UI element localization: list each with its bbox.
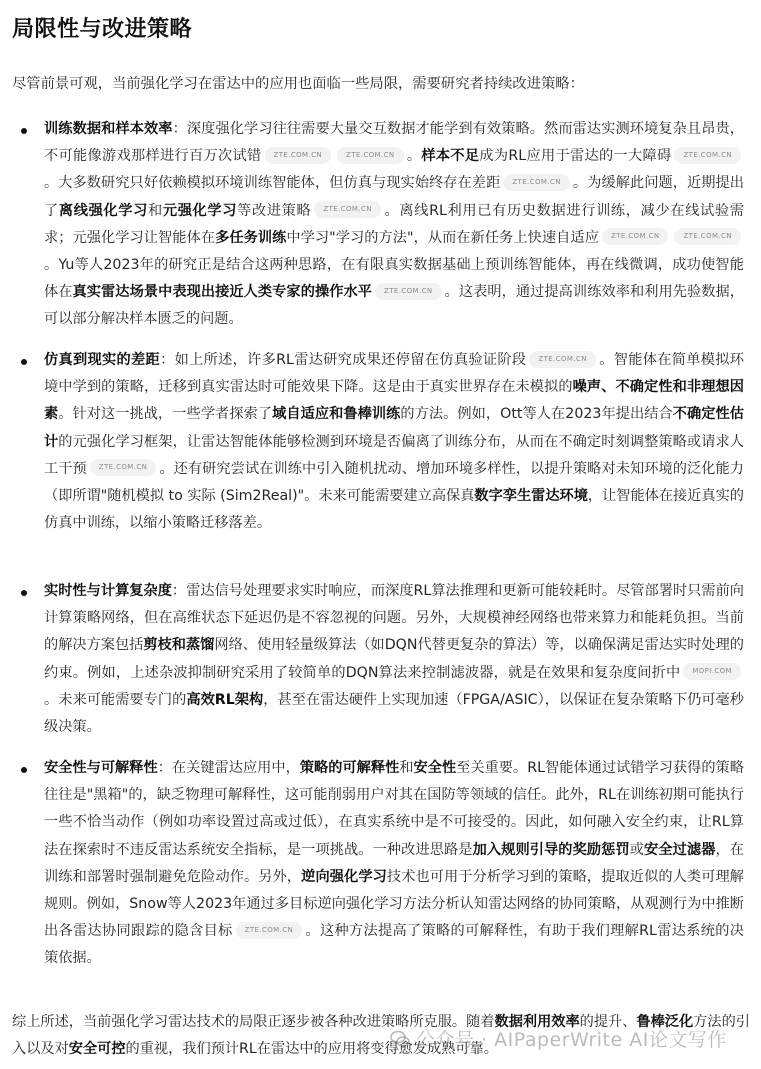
list-item-text: 仿真到现实的差距：如上所述，许多RL雷达研究成果还停留在仿真验证阶段 ZTE.COM.CN 。智能体在简单模拟环境中学到的策略，迁移到真实雷达时可能效果下降。这是由于真实世界存在未模拟的噪声、不确定性和非理想因素。针对这一挑战，一些学者探索了域自适应和鲁棒训练的方法。例如，Ott等人在2023年提出结合不确定性估计的元强化学习框架，让雷达智能体能够检测到环境是否偏离了训练分布，从而在不确定时刻调整策略或请求人工干预 ZTE.COM.CN 。还有研究尝试在训练中引入随机扰动、增加环境多样性，以提升策略对未知环境的泛化能力（即所谓"随机模拟 to 实际 (Sim2Real)"。未来可能需要建立高保真数字孪生雷达环境，让智能体在接近真实的仿真中训练，以缩小策略迁移落差。: [44, 352, 744, 532]
watermark: 公众号 · AIPaperWrite AI论文写作: [390, 1025, 727, 1052]
intro-paragraph: 尽管前景可观，当前强化学习在雷达中的应用也面临一些局限，需要研究者持续改进策略：: [12, 76, 584, 92]
list-item-realtime: [20, 578, 744, 741]
list-item-training-data: [20, 116, 744, 334]
item-heading: 训练数据和样本效率: [44, 121, 173, 137]
citation-chip[interactable]: ZTE.COM.CN: [265, 147, 332, 164]
section-heading: 局限性与改进策略: [12, 17, 193, 42]
item-heading: 仿真到现实的差距: [44, 352, 161, 368]
citation-chip[interactable]: ZTE.COM.CN: [236, 922, 303, 939]
citation-chip[interactable]: ZTE.COM.CN: [674, 228, 741, 245]
citation-chip[interactable]: ZTE.COM.CN: [503, 174, 570, 191]
summary-paragraph: 综上所述，当前强化学习雷达技术的局限正逐步被各种改进策略所克服。随着数据利用效率的提升、鲁棒泛化方法的引入以及对安全可控的重视，我们预计RL在雷达中的应用将变得愈发成熟可靠。: [12, 1014, 750, 1057]
citation-chip[interactable]: ZTE.COM.CN: [375, 283, 442, 300]
citation-chip[interactable]: ZTE.COM.CN: [529, 351, 596, 368]
citation-chip[interactable]: ZTE.COM.CN: [90, 459, 157, 476]
list-item-sim2real: [20, 347, 744, 537]
citation-chip[interactable]: ZTE.COM.CN: [337, 147, 404, 164]
item-heading: 安全性与可解释性: [44, 760, 158, 776]
citation-chip[interactable]: ZTE.COM.CN: [314, 201, 381, 218]
list-item-safety: [20, 755, 744, 973]
list-item-text: 安全性与可解释性：在关键雷达应用中，策略的可解释性和安全性至关重要。RL智能体通过试错学习获得的策略往往是"黑箱"的，缺乏物理可解释性，这可能削弱用户对其在国防等领域的信任。此外，RL在训练初期可能执行一些不恰当动作（例如功率设置过高或过低），在真实系统中是不可接受的。因此，如何融入安全约束，让RL算法在探索时不违反雷达系统安全指标，是一项挑战。一种改进思路是加入规则引导的奖励惩罚或安全过滤器，在训练和部署时强制避免危险动作。另外，逆向强化学习技术也可用于分析学习到的策略，提取近似的人类可理解规则。例如，Snow等人2023年通过多目标逆向强化学习方法分析认知雷达网络的协同策略，从观测行为中推断出各雷达协同跟踪的隐含目标 ZTE.COM.CN 。这种方法提高了策略的可解释性，有助于我们理解RL雷达系统的决策依据。: [44, 760, 744, 967]
citation-chip[interactable]: ZTE.COM.CN: [602, 228, 669, 245]
list-item-text: 实时性与计算复杂度：雷达信号处理要求实时响应，而深度RL算法推理和更新可能较耗时。尽管部署时只需前向计算策略网络，但在高维状态下延迟仍是不容忽视的问题。另外，大规模神经网络也带来算力和能耗负担。当前的解决方案包括剪枝和蒸馏网络、使用轻量级算法（如DQN代替更复杂的算法）等，以确保满足雷达实时处理的约束。例如，上述杂波抑制研究采用了较简单的DQN算法来控制滤波器，就是在效果和复杂度间折中 MDPI.COM。未来可能需要专门的高效RL架构，甚至在雷达硬件上实现加速（FPGA/ASIC），以保证在复杂策略下仍可毫秒级决策。: [44, 583, 744, 736]
item-heading: 实时性与计算复杂度: [44, 583, 172, 599]
list-item-text: 训练数据和样本效率：深度强化学习往往需要大量交互数据才能学到有效策略。然而雷达实测环境复杂且昂贵，不可能像游戏那样进行百万次试错 ZTE.COM.CN ZTE.COM.CN 。样本不足成为RL应用于雷达的一大障碍 ZTE.COM.CN。大多数研究只好依赖模拟环境训练智能体，但仿真与现实始终存在差距 ZTE.COM.CN 。为缓解此问题，近期提出了离线强化学习和元强化学习等改进策略 ZTE.COM.CN 。离线RL利用已有历史数据进行训练，减少在线试验需求；元强化学习让智能体在多任务训练中学习"学习的方法"，从而在新任务上快速自适应 ZTE.COM.CN ZTE.COM.CN。Yu等人2023年的研究正是结合这两种思路，在有限真实数据基础上预训练智能体，再在线微调，成功使智能体在真实雷达场景中表现出接近人类专家的操作水平 ZTE.COM.CN 。这表明，通过提高训练效率和利用先验数据，可以部分解决样本匮乏的问题。: [44, 121, 744, 328]
citation-chip[interactable]: MDPI.COM: [683, 663, 741, 680]
citation-chip[interactable]: ZTE.COM.CN: [674, 147, 741, 164]
